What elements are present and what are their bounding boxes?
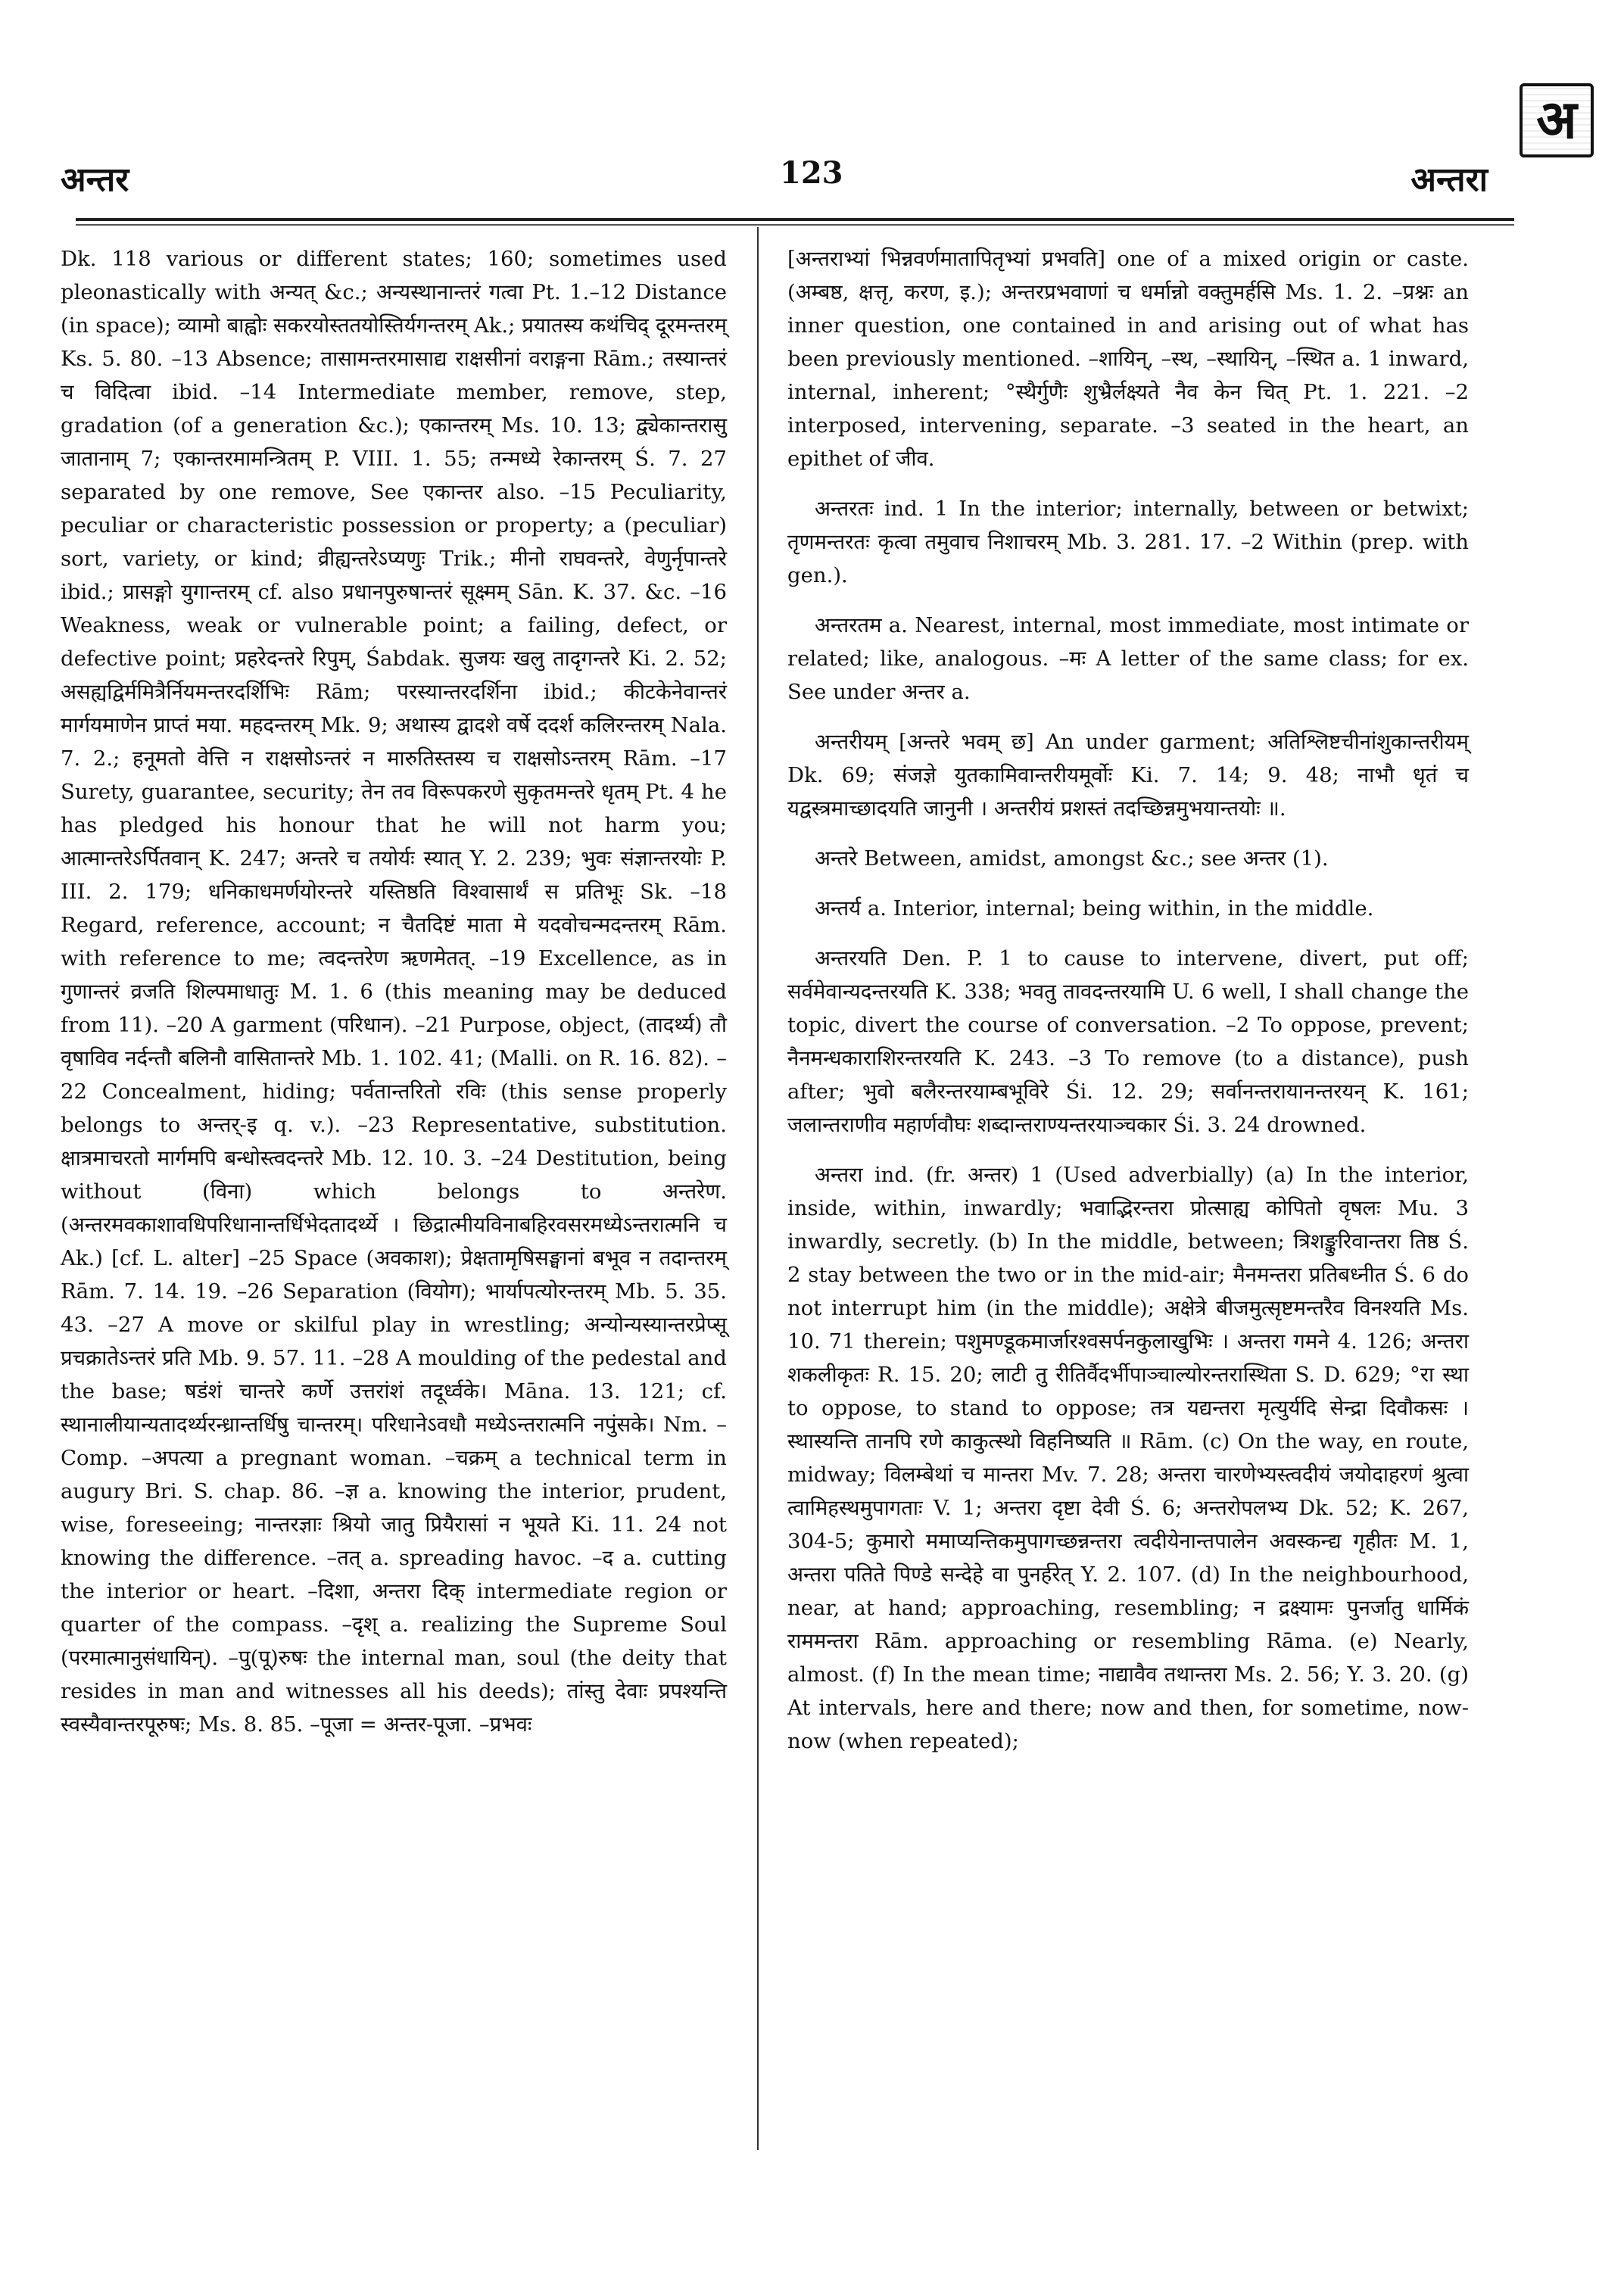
entry-antara: अन्तरा ind. (fr. अन्तर) 1 (Used adverbially) (a) In the interior, inside, within, inwardly; भवाद्भिरन्तरा प्रोत्साह्य कोपितो वृषलः Mu. 3 inwardly, secretly. (b) In the middle, between; त्रिशङ्कुरिवान्तरा तिष्ठ Ś. 2 stay between the two or in the mid-air; मैनमन्तरा प्रतिबध्नीत Ś. 6 do not interrupt him (in the middle); अक्षेत्रे बीजमुत्सृष्टमन्तरैव विनश्यति Ms. 10. 71 therein; पशुमण्डूकमार्जारश्वसर्पनकुलाखुभिः । अन्तरा गमने 4. 126; अन्तरा शकलीकृतः R. 15. 20; लाटी तु रीतिर्वैदर्भीपाञ्चाल्योरन्तरास्थिता S. D. 629; °रा स्था to oppose, to stand to oppose; तत्र यद्यन्तरा मृत्युर्यदि सेन्द्रा दिवौकसः । स्थास्यन्ति तानपि रणे काकुत्स्थो विहनिष्यति ॥ Rām. (c) On the way, en route, midway; विलम्बेथां च मान्तरा Mv. 7. 28; अन्तरा चारणेभ्यस्त्वदीयं जयोदाहरणं श्रुत्वा त्वामिहस्थमुपागताः V. 1; अन्तरा दृष्टा देवी Ś. 6; अन्तरोपलभ्य Dk. 52; K. 267, 304-5; कुमारो ममाप्यन्तिकमुपागच्छन्नन्तरा त्वदीयेनान्तपालेन अवस्कन्द्य गृहीतः M. 1, अन्तरा पतिते पिण्डे सन्देहे वा पुनर्हरेत् Y. 2. 107. (d) In the neighbourhood, near, at hand; approaching, resembling; न द्रक्ष्यामः पुनर्जातु धार्मिकं राममन्तरा Rām. approaching or resembling Rāma. (e) Nearly, almost. (f) In the mean time; नाद्यावैव तथान्तरा Ms. 2. 56; Y. 3. 20. (g) At intervals, here and there; now and then, for sometime, now-now (when repeated);: [787, 1163, 1469, 1753]
entry-antaratama: अन्तरतम a. Nearest, internal, most immediate, most intimate or related; like, analogous. –मः A letter of the same class; for ex. See under अन्तर a.: [787, 613, 1469, 704]
entry-antaratah: अन्तरतः ind. 1 In the interior; internally, between or betwixt; तृणमन्तरतः कृत्वा तमुवाच निशाचरम् Mb. 3. 281. 17. –2 Within (prep. with gen.).: [787, 497, 1469, 587]
entry-antare: अन्तरे Between, amidst, amongst &c.; see अन्तर (1).: [815, 846, 1329, 871]
corner-letter-tab: अ: [1520, 83, 1594, 157]
entry-antarya: अन्तर्य a. Interior, internal; being within, in the middle.: [815, 896, 1374, 921]
header-rule-thin: [76, 224, 1514, 226]
right-running-headword: अन्तरा: [1410, 160, 1488, 199]
left-running-headword: अन्तर: [61, 160, 129, 199]
header-rule: [76, 218, 1514, 221]
page-number: 123: [780, 155, 843, 191]
entry-continuation: [अन्तराभ्यां भिन्नवर्णमातापितृभ्यां प्रभवति] one of a mixed origin or caste. (अम्बष्ठ, क्षत्तृ, करण, इ.); अन्तरप्रभवाणां च धर्मान्नो वक्तुमर्हसि Ms. 1. 2. –प्रश्नः an inner question, one contained in and arising out of what has been previously mentioned. –शायिन्, –स्थ, –स्थायिन्, –स्थित a. 1 inward, internal, inherent; °स्थैर्गुणैः शुभ्रैर्लक्ष्यते नैव केन चित् Pt. 1. 221. –2 interposed, intervening, separate. –3 seated in the heart, an epithet of जीव.: [787, 247, 1469, 471]
column-divider: [757, 227, 759, 2150]
left-column: [61, 242, 727, 1741]
right-column: [787, 242, 1469, 1758]
left-column-text: Dk. 118 various or different states; 160; sometimes used pleonastically with अन्यत् &c.; अन्यस्थानान्तरं गत्वा Pt. 1.–12 Distance (in space); व्यामो बाह्वोः सकरयोस्ततयोस्तिर्यगन्तरम् Ak.; प्रयातस्य कथंचिद् दूरमन्तरम् Ks. 5. 80. –13 Absence; तासामन्तरमासाद्य राक्षसीनां वराङ्गना Rām.; तस्यान्तरं च विदित्वा ibid. –14 Intermediate member, remove, step, gradation (of a generation &c.); एकान्तरम् Ms. 10. 13; द्व्येकान्तरासु जातानाम् 7; एकान्तरमामन्त्रितम् P. VIII. 1. 55; तन्मध्ये रेकान्तरम् Ś. 7. 27 separated by one remove, See एकान्तर also. –15 Peculiarity, peculiar or characteristic possession or property; a (peculiar) sort, variety, or kind; व्रीह्यन्तरेऽप्यणुः Trik.; मीनो राघवन्तरे, वेणुर्नृपान्तरे ibid.; प्रासङ्गो युगान्तरम् cf. also प्रधानपुरुषान्तरं सूक्ष्मम् Sān. K. 37. &c. –16 Weakness, weak or vulnerable point; a failing, defect, or defective point; प्रहरेदन्तरे रिपुम्, Śabdak. सुजयः खलु तादृगन्तरे Ki. 2. 52; असह्यद्विर्ममित्रैर्नियमन्तरदर्शिभिः Rām; परस्यान्तरदर्शिना ibid.; कीटकेनेवान्तरं मार्गयमाणेन प्राप्तं मया. महदन्तरम् Mk. 9; अथास्य द्वादशे वर्षे ददर्श कलिरन्तरम् Nala. 7. 2.; हनूमतो वेत्ति न राक्षसोऽन्तरं न मारुतिस्तस्य च राक्षसोऽन्तरम् Rām. –17 Surety, guarantee, security; तेन तव विरूपकरणे सुकृतमन्तरे धृतम् Pt. 4 he has pledged his honour that he will not harm you; आत्मान्तरेऽर्पितवान् K. 247; अन्तरे च तयोर्यः स्यात् Y. 2. 239; भुवः संज्ञान्तरयोः P. III. 2. 179; धनिकाधमर्णयोरन्तरे यस्तिष्ठति विश्वासार्थं स प्रतिभूः Sk. –18 Regard, reference, account; न चैतदिष्टं माता मे यदवोचन्मदन्तरम् Rām. with reference to me; त्वदन्तरेण ऋणमेतत्. –19 Excellence, as in गुणान्तरं व्रजति शिल्पमाधातुः M. 1. 6 (this meaning may be deduced from 11). –20 A garment (परिधान). –21 Purpose, object, (तादर्थ्य) तौ वृषाविव नर्दन्तौ बलिनौ वासितान्तरे Mb. 1. 102. 41; (Malli. on R. 16. 82). –22 Concealment, hiding; पर्वतान्तरितो रविः (this sense properly belongs to अन्तर्-इ q. v.). –23 Representative, substitution. क्षात्रमाचरतो मार्गमपि बन्धोस्त्वदन्तरे Mb. 12. 10. 3. –24 Destitution, being without (विना) which belongs to अन्तरेण. (अन्तरमवकाशावधिपरिधानान्तर्धिभेदतादर्थ्ये । छिद्रात्मीयविनाबहिरवसरमध्येऽन्तरात्मनि च Ak.) [cf. L. alter] –25 Space (अवकाश); प्रेक्षतामृषिसङ्घानां बभूव न तदान्तरम् Rām. 7. 14. 19. –26 Separation (वियोग); भार्यापत्योरन्तरम् Mb. 5. 35. 43. –27 A move or skilful play in wrestling; अन्योन्यस्यान्तरप्रेप्सू प्रचक्रातेऽन्तरं प्रति Mb. 9. 57. 11. –28 A moulding of the pedestal and the base; षडंशं चान्तरे कर्णे उत्तरांशं तदूर्ध्वके। Māna. 13. 121; cf. स्थानालीयान्यतादर्थ्यरन्ध्रान्तर्धिषु चान्तरम्। परिधानेऽवधौ मध्येऽन्तरात्मनि नपुंसके। Nm. –Comp. –अपत्या a pregnant woman. –चक्रम् a technical term in augury Bri. S. chap. 86. –ज्ञ a. knowing the interior, prudent, wise, foreseeing; नान्तरज्ञाः श्रियो जातु प्रियैरासां न भूयते Ki. 11. 24 not knowing the difference. –तत् a. spreading havoc. –द a. cutting the interior or heart. –दिशा, अन्तरा दिक् intermediate region or quarter of the compass. –दृश् a. realizing the Supreme Soul (परमात्मानुसंधायिन्). –पु(पू)रुषः the internal man, soul (the deity that resides in man and witnesses all his deeds); तांस्तु देवाः प्रपश्यन्ति स्वस्यैवान्तरपूरुषः; Ms. 8. 85. –पूजा = अन्तर-पूजा. –प्रभवः: [61, 247, 727, 1737]
entry-antarayati: अन्तरयति Den. P. 1 to cause to intervene, divert, put off; सर्वमेवान्यदन्तरयति K. 338; भवतु तावदन्तरयामि U. 6 well, I shall change the topic, divert the course of conversation. –2 To oppose, prevent; नैनमन्धकाराशिरन्तरयति K. 243. –3 To remove (to a distance), push after; भुवो बलैरन्तरयाम्बभूविरे Śi. 12. 29; सर्वानन्तरायानन्तरयन् K. 161; जलान्तराणीव महार्णवौघः शब्दान्तराण्यन्तरयाञ्चकार Śi. 3. 24 drowned.: [787, 946, 1469, 1137]
entry-antariyam: अन्तरीयम् [अन्तरे भवम् छ] An under garment; अतिश्लिष्टचीनांशुकान्तरीयम् Dk. 69; संजज्ञे युतकामिवान्तरीयमूर्वोः Ki. 7. 14; 9. 48; नाभौ धृतं च यद्वस्त्रमाच्छादयति जानुनी । अन्तरीयं प्रशस्तं तदच्छिन्नमुभयान्तयोः ॥.: [787, 730, 1469, 821]
